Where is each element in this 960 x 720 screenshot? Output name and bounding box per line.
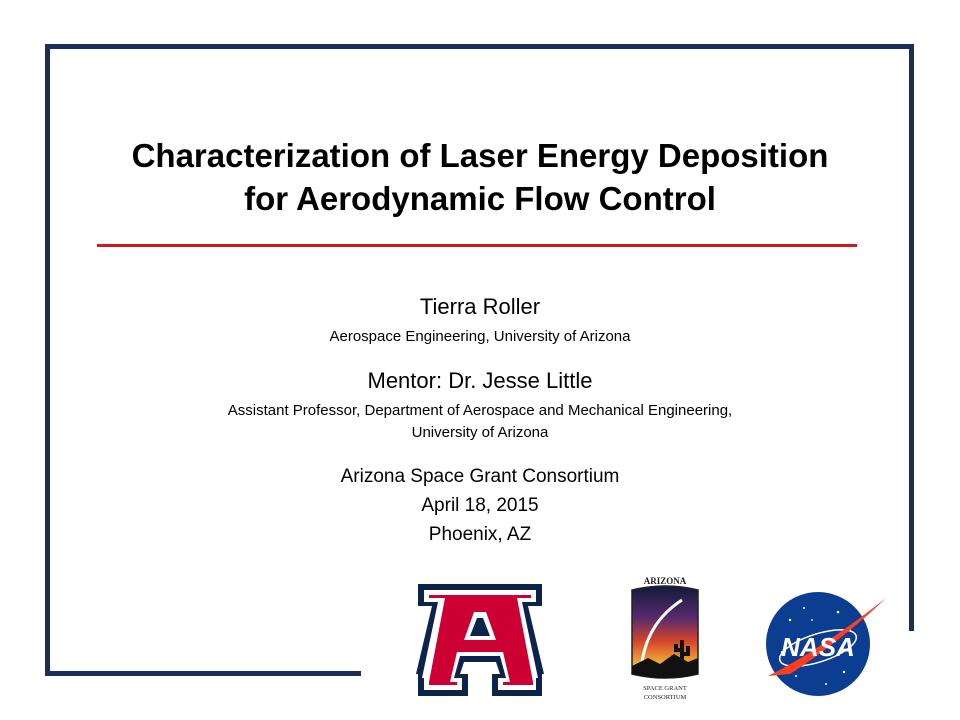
title-divider: [97, 244, 857, 247]
slide-frame-bottom: [45, 671, 361, 676]
asgc-bottom-text-1: SPACE GRANT: [643, 685, 687, 692]
presenter-affiliation: Aerospace Engineering, University of Arizona: [329, 328, 631, 345]
asgc-bottom-text-2: CONSORTIUM: [643, 694, 687, 701]
slide-frame-right: [909, 44, 914, 631]
presenter-name: Tierra Roller: [419, 294, 541, 319]
event-organization: Arizona Space Grant Consortium: [340, 466, 620, 487]
university-of-arizona-logo: [416, 582, 544, 698]
slide-frame-left: [45, 44, 50, 676]
slide-frame-top: [45, 44, 914, 49]
event-date: April 18, 2015: [421, 495, 539, 516]
slide-title: [60, 134, 900, 220]
title-line-2: for Aerodynamic Flow Control: [244, 180, 716, 217]
ua-block-a-icon: [416, 584, 544, 696]
title-line-1: Characterization of Laser Energy Deposition: [131, 137, 829, 174]
nasa-logo: [760, 590, 888, 698]
mentor-affiliation-line-1: Assistant Professor, Department of Aerospace and Mechanical Engineering,: [227, 402, 733, 419]
nasa-text: NASA: [781, 632, 855, 662]
mentor-name: Mentor: Dr. Jesse Little: [367, 368, 593, 393]
mentor-affiliation-line-2: University of Arizona: [411, 424, 549, 441]
arizona-space-grant-logo: [626, 574, 704, 704]
asgc-top-text: ARIZONA: [643, 576, 687, 586]
event-location: Phoenix, AZ: [428, 524, 532, 545]
